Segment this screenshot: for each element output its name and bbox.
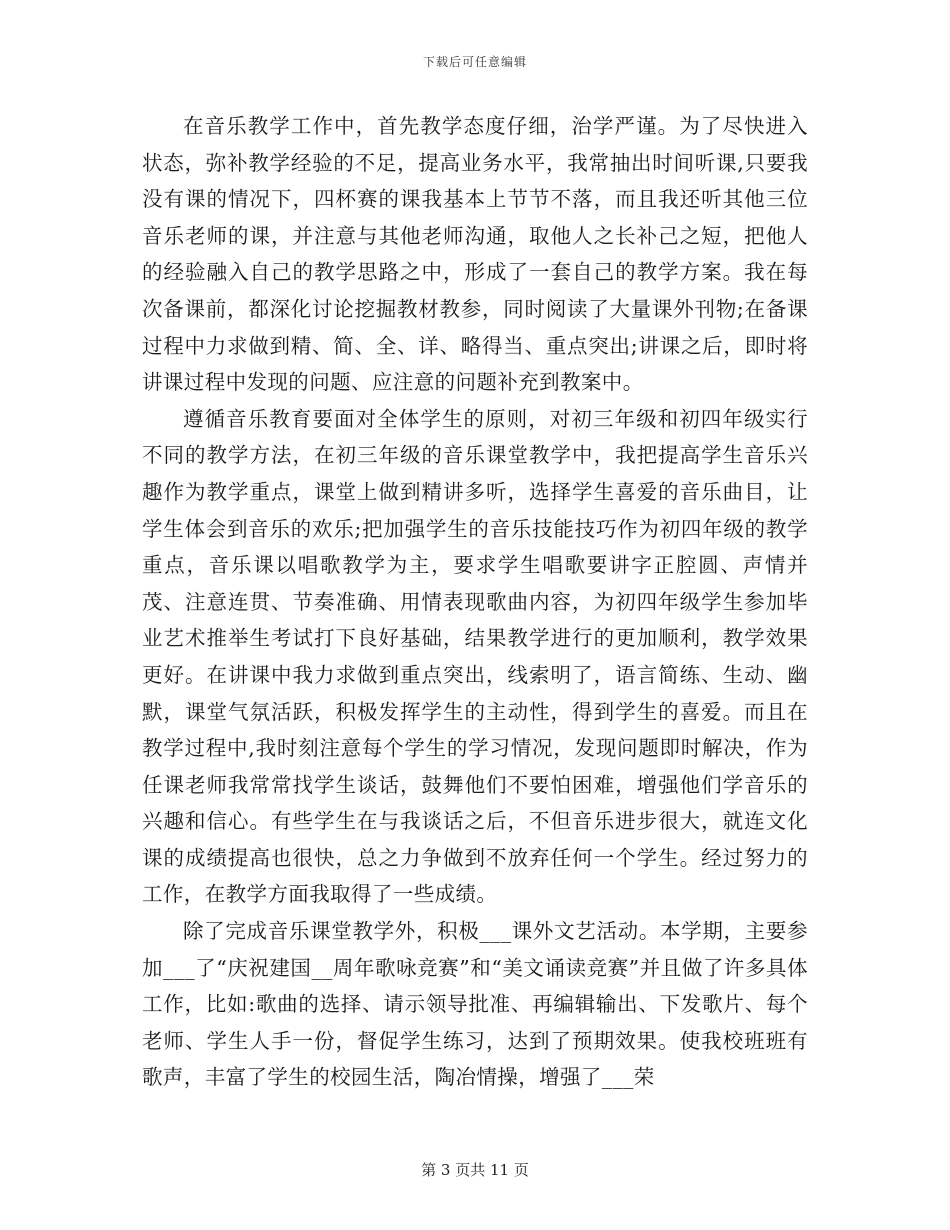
page-header: 下载后可任意编辑 xyxy=(422,55,527,69)
paragraph-2: 遵循音乐教育要面对全体学生的原则，对初三年级和初四年级实行不同的教学方法，在初三年级的音乐课堂教学中，我把提高学生音乐兴趣作为教学重点，课堂上做到精讲多听，选择学生喜爱的音乐曲目，让学生体会到音乐的欢乐;把加强学生的音乐技能技巧作为初四年级的教学重点，音乐课以唱歌教学为主，要求学生唱歌要讲字正腔圆、声情并茂、注意连贯、节奏准确、用情表现歌曲内容，为初四年级学生参加毕业艺术推举生考试打下良好基础，结果教学进行的更加顺利，教学效果更好。在讲课中我力求做到重点突出，线索明了，语言简练、生动、幽默，课堂气氛活跃，积极发挥学生的主动性，得到学生的喜爱。而且在教学过程中,我时刻注意每个学生的学习情况，发现问题即时解决，作为任课老师我常常找学生谈话，鼓舞他们不要怕困难，增强他们学音乐的兴趣和信心。有些学生在与我谈话之后，不但音乐进步很大，就连文化课的成绩提高也很快，总之力争做到不放弃任何一个学生。经过努力的工作，在教学方面我取得了一些成绩。 xyxy=(142,406,808,907)
document-body xyxy=(142,108,808,1096)
paragraph-3: 除了完成音乐课堂教学外，积极___课外文艺活动。本学期，主要参加___了“庆祝建国__周年歌咏竞赛”和“美文诵读竞赛”并且做了许多具体工作，比如:歌曲的选择、请示领导批准、再编辑输出、下发歌片、每个老师、学生人手一份，督促学生练习，达到了预期效果。使我校班班有歌声，丰富了学生的校园生活，陶冶情操，增强了___荣 xyxy=(142,919,808,1090)
paragraph-1: 在音乐教学工作中，首先教学态度仔细，治学严谨。为了尽快进入状态，弥补教学经验的不足，提高业务水平，我常抽出时间听课,只要我没有课的情况下，四杯赛的课我基本上节节不落，而且我还听其他三位音乐老师的课，并注意与其他老师沟通，取他人之长补己之短，把他人的经验融入自己的教学思路之中，形成了一套自己的教学方案。我在每次备课前，都深化讨论挖掘教材教参，同时阅读了大量课外刊物;在备课过程中力求做到精、简、全、详、略得当、重点突出;讲课之后，即时将讲课过程中发现的问题、应注意的问题补充到教案中。 xyxy=(142,114,808,395)
page-number-footer: 第 3 页共 11 页 xyxy=(421,1161,529,1179)
